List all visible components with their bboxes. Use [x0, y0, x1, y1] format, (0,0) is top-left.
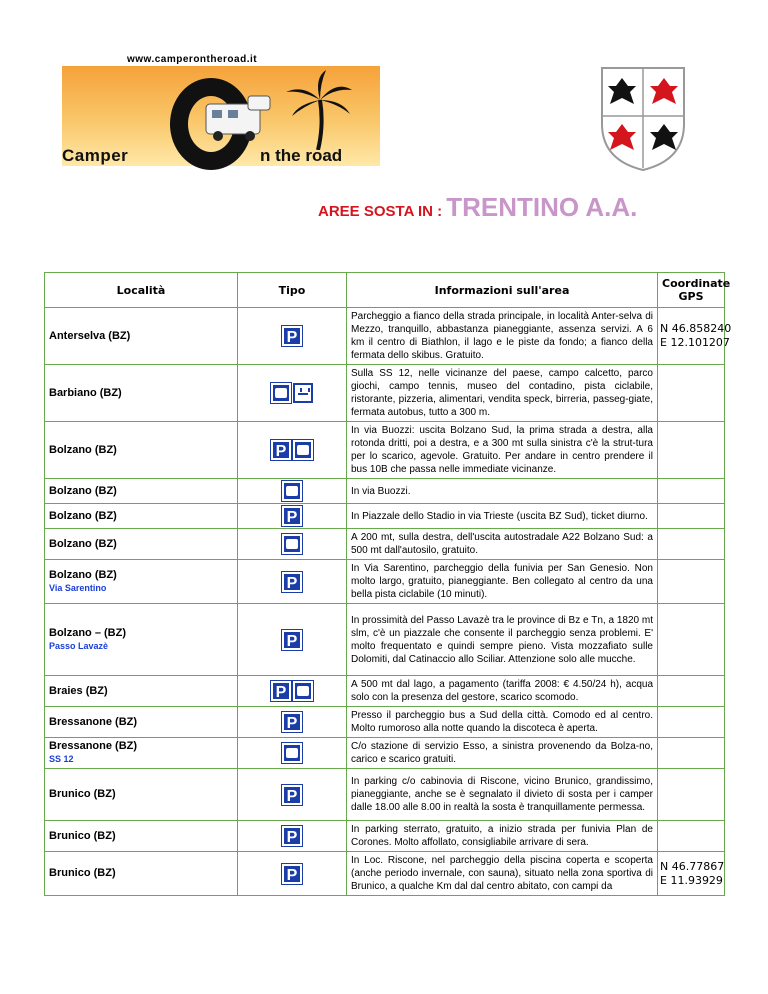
rest-areas-table	[44, 272, 732, 896]
cell-tipo	[238, 365, 347, 422]
cell-info: In via Buozzi: uscita Bolzano Sud, la prima strada a destra, alla rotonda dritti, poi a destra, e a 300 mt sulla sinistra c'è la strut-tura per lo scarico, agevole. Gratuito. Per andare in centro prendere il bus 10B che passa nelle immediate vicinanze.	[347, 422, 658, 479]
table-row	[45, 365, 725, 422]
title-region: TRENTINO A.A.	[446, 192, 638, 222]
gps-latitude: N 46.858240	[660, 322, 732, 335]
cell-tipo	[238, 422, 347, 479]
cell-gps	[658, 676, 725, 707]
cell-gps	[658, 560, 725, 604]
parking-icon: P	[282, 326, 302, 346]
location-name: Bolzano (BZ)	[49, 568, 117, 581]
location-name: Bolzano (BZ)	[49, 484, 117, 497]
location-name: Brunico (BZ)	[49, 867, 116, 879]
cell-gps	[658, 604, 725, 676]
table-row	[45, 604, 725, 676]
location-detail: SS 12	[49, 754, 74, 764]
cell-info: Presso il parcheggio bus a Sud della città. Comodo ed al centro. Molto rumoroso alla notte quando la discoteca è aperta.	[347, 707, 658, 738]
table-row	[45, 821, 725, 852]
cell-tipo	[238, 560, 347, 604]
cell-tipo	[238, 852, 347, 896]
location-name: Brunico (BZ)	[49, 788, 116, 800]
cell-gps	[658, 769, 725, 821]
cell-info: A 500 mt dal lago, a pagamento (tariffa 2008: € 4.50/24 h), acqua solo con la presenza del gestore, scarico scomodo.	[347, 676, 658, 707]
cell-gps	[658, 422, 725, 479]
parking-icon: P	[282, 785, 302, 805]
table-header-row	[45, 273, 725, 308]
table-row	[45, 707, 725, 738]
cell-info: In Via Sarentino, parcheggio della funivia per San Genesio. Non molto largo, gratuito, pianeggiante. Ben collegato al centro da una bella pista ciclabile (10 minuti).	[347, 560, 658, 604]
page-title	[318, 192, 637, 223]
header-informazioni: Informazioni sull'area	[347, 273, 658, 308]
camper-service-icon	[293, 681, 313, 701]
location-name: Bolzano – (BZ)	[49, 626, 126, 639]
cell-info: In parking sterrato, gratuito, a inizio strada per funivia Plan de Corones. Molto affollato, consigliabile arrivare di sera.	[347, 821, 658, 852]
table-row	[45, 479, 725, 504]
cell-localita	[45, 676, 238, 707]
table-row	[45, 504, 725, 529]
parking-icon: P	[271, 681, 291, 701]
cell-localita	[45, 707, 238, 738]
location-name: Barbiano (BZ)	[49, 386, 122, 399]
cell-gps	[658, 479, 725, 504]
cell-tipo	[238, 479, 347, 504]
gps-latitude: N 46.77867	[660, 859, 725, 873]
cell-gps	[658, 852, 725, 896]
location-name: Braies (BZ)	[49, 684, 108, 697]
trentino-coat-of-arms-icon	[598, 64, 688, 174]
camper-service-icon	[282, 534, 302, 554]
cell-info: In prossimità del Passo Lavazè tra le province di Bz e Tn, a 1820 mt slm, c'è un piazzale che consente il parcheggio senza problemi. E' molto frequentato e quindi sempre pieno. Vista mozzafiato sulle Dolomiti, dal Catinaccio allo Sciliar. Attenzione solo alle mucche.	[347, 604, 658, 676]
table-row	[45, 769, 725, 821]
table-row	[45, 308, 725, 365]
parking-icon: P	[282, 572, 302, 592]
cell-tipo	[238, 604, 347, 676]
parking-icon: P	[282, 864, 302, 884]
table-row	[45, 738, 725, 769]
cell-localita	[45, 821, 238, 852]
table-row	[45, 852, 725, 896]
parking-icon: P	[271, 440, 291, 460]
cell-gps	[658, 738, 725, 769]
table-row	[45, 422, 725, 479]
cell-info: In Loc. Riscone, nel parcheggio della piscina coperta e scoperta (anche periodo invernale, con sauna), situato nella zona sportiva di Brunico, a qualche Km dal dal centro abitato, con campi da	[347, 852, 658, 896]
camper-van-icon	[202, 94, 272, 144]
parking-icon: P	[282, 630, 302, 650]
cell-gps	[658, 707, 725, 738]
location-name: Bolzano (BZ)	[49, 537, 117, 550]
camper-service-icon	[282, 743, 302, 763]
cell-localita	[45, 504, 238, 529]
location-name: Bressanone (BZ)	[49, 740, 138, 752]
cell-info: A 200 mt, sulla destra, dell'uscita autostradale A22 Bolzano Sud: a 500 mt dall'autosilo, gratuito.	[347, 529, 658, 560]
cell-tipo	[238, 707, 347, 738]
cell-tipo	[238, 529, 347, 560]
cell-localita	[45, 852, 238, 896]
logo-site-url: www.camperontheroad.it	[127, 54, 258, 65]
title-prefix: AREE SOSTA IN :	[318, 203, 443, 220]
camper-service-icon	[282, 481, 302, 501]
camper-service-icon	[293, 440, 313, 460]
palm-tree-icon	[284, 70, 354, 150]
header-coordinate: Coordinate GPS	[658, 273, 725, 308]
cell-info: In via Buozzi.	[347, 479, 658, 504]
cell-gps	[658, 529, 725, 560]
location-name: Anterselva (BZ)	[49, 329, 131, 342]
logo-word-on-the-road: n the road	[260, 146, 343, 165]
location-name: Bolzano (BZ)	[49, 509, 117, 522]
cell-localita	[45, 308, 238, 365]
location-name: Brunico (BZ)	[49, 829, 116, 842]
header-localita: Località	[45, 273, 238, 308]
parking-icon: P	[282, 826, 302, 846]
cell-gps	[658, 365, 725, 422]
camper-on-the-road-logo	[62, 50, 380, 170]
cell-tipo	[238, 821, 347, 852]
parking-icon: P	[282, 506, 302, 526]
cell-info: Parcheggio a fianco della strada principale, in località Anter-selva di Mezzo, tranquillo, abbastanza pianeggiante, assenza servizi. A 6 km il centro di Biathlon, il lago e le piste da fondo; a fianco della fermata dello skibus. Gratuito.	[347, 308, 658, 365]
cell-info: C/o stazione di servizio Esso, a sinistra provenendo da Bolza-no, carico e scarico gratuiti.	[347, 738, 658, 769]
cell-gps	[658, 821, 725, 852]
logo-word-camper: Camper	[62, 146, 129, 165]
table-row	[45, 529, 725, 560]
cell-localita	[45, 479, 238, 504]
cell-localita	[45, 422, 238, 479]
camper-service-icon	[271, 383, 291, 403]
location-name: Bolzano (BZ)	[49, 443, 117, 456]
cell-gps	[658, 504, 725, 529]
table-row	[45, 560, 725, 604]
picnic-area-icon	[293, 383, 313, 403]
cell-tipo	[238, 769, 347, 821]
gps-longitude: E 11.93929	[660, 873, 723, 887]
gps-longitude: E 12.101207	[660, 336, 730, 349]
parking-icon: P	[282, 712, 302, 732]
cell-info: Sulla SS 12, nelle vicinanze del paese, campo calcetto, parco giochi, campo tennis, museo del contadino, pista ciclabile, ristorante, pizzeria, alimentari, vendita speck, birreria, passeg-giate, fermata autobus, tutto a 300 m.	[347, 365, 658, 422]
cell-tipo	[238, 676, 347, 707]
table-row	[45, 676, 725, 707]
cell-tipo	[238, 308, 347, 365]
cell-info: In Piazzale dello Stadio in via Trieste (uscita BZ Sud), ticket diurno.	[347, 504, 658, 529]
cell-localita	[45, 365, 238, 422]
cell-info: In parking c/o cabinovia di Riscone, vicino Brunico, grandissimo, pianeggiante, anche se è segnalato il divieto di sosta per i camper dalle 18.00 alle 8.00 in realtà la sosta è tranquillamente permessa.	[347, 769, 658, 821]
cell-localita	[45, 738, 238, 769]
cell-tipo	[238, 738, 347, 769]
cell-localita	[45, 529, 238, 560]
cell-localita	[45, 560, 238, 604]
cell-localita	[45, 604, 238, 676]
header-tipo: Tipo	[238, 273, 347, 308]
cell-gps	[658, 308, 732, 365]
cell-tipo	[238, 504, 347, 529]
location-detail: Via Sarentino	[49, 582, 107, 593]
location-name: Bressanone (BZ)	[49, 715, 138, 728]
location-detail: Passo Lavazè	[49, 640, 109, 651]
cell-localita	[45, 769, 238, 821]
